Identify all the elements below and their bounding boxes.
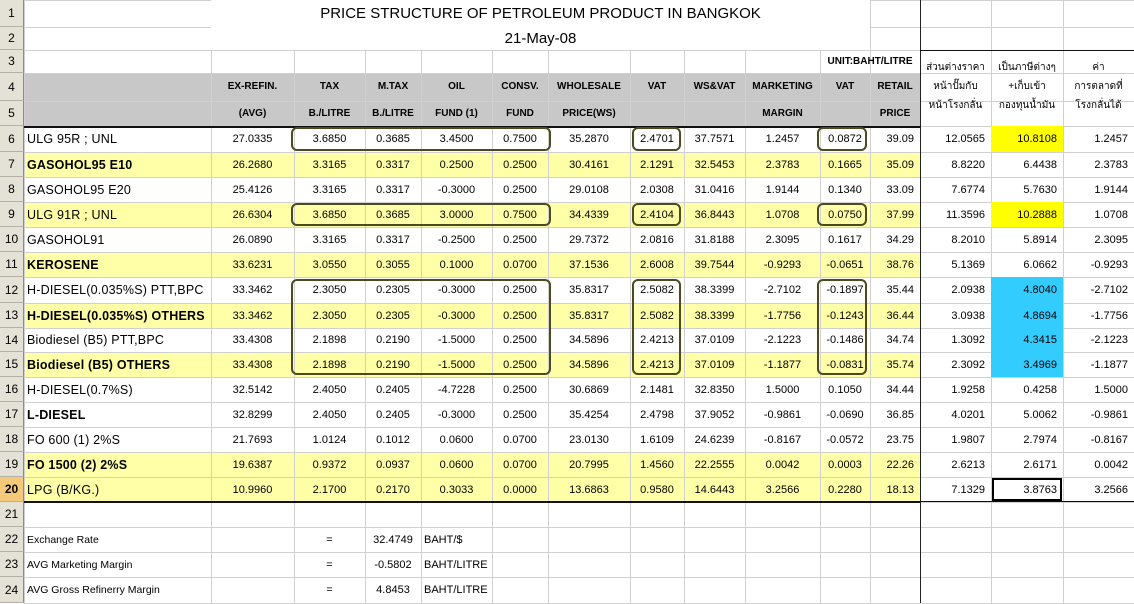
cell[interactable]: 0.2500: [503, 233, 537, 246]
cell[interactable]: 0.9372: [312, 458, 347, 471]
cell[interactable]: 31.8188: [694, 233, 735, 246]
cell[interactable]: 3.2566: [1094, 483, 1128, 496]
cell[interactable]: -2.7102: [763, 284, 802, 296]
cell[interactable]: 35.09: [886, 158, 914, 171]
footer-eq[interactable]: =: [326, 558, 333, 571]
cell[interactable]: 3.3165: [312, 233, 347, 246]
cell[interactable]: 13.6863: [569, 483, 609, 496]
cell[interactable]: -2.1223: [763, 334, 802, 346]
cell[interactable]: 1.6109: [640, 433, 674, 446]
cell[interactable]: 34.4339: [569, 208, 609, 221]
footer-unit[interactable]: BAHT/LITRE: [424, 584, 488, 596]
product-name[interactable]: FO 600 (1) 2%S: [27, 432, 121, 447]
product-name[interactable]: ULG 91R ; UNL: [27, 207, 118, 222]
cell[interactable]: 14.6443: [694, 483, 735, 496]
col-header-diff-l3[interactable]: หน้าโรงกลั่น: [928, 99, 983, 111]
cell[interactable]: 33.3462: [232, 309, 273, 322]
cell[interactable]: 22.2555: [694, 458, 735, 471]
cell[interactable]: 3.8763: [1023, 483, 1057, 496]
cell[interactable]: 2.4213: [640, 334, 674, 346]
cell[interactable]: -0.8167: [1090, 433, 1128, 446]
cell[interactable]: 20.7995: [569, 458, 609, 471]
cell[interactable]: 2.4104: [640, 208, 674, 221]
col-header-mm-sub[interactable]: MARGIN: [762, 107, 803, 119]
cell[interactable]: 0.0042: [765, 458, 800, 471]
col-header-diff-l1[interactable]: ส่วนต่างราคา: [926, 61, 985, 73]
cell[interactable]: 8.2010: [951, 233, 985, 246]
cell[interactable]: 34.44: [886, 383, 914, 396]
footer-value[interactable]: 32.4749: [373, 533, 413, 546]
col-header-consv-sub[interactable]: FUND: [506, 107, 534, 119]
cell[interactable]: 27.0335: [232, 133, 273, 145]
cell[interactable]: 3.6850: [312, 208, 347, 221]
cell[interactable]: 32.5453: [694, 158, 735, 171]
cell[interactable]: 2.7974: [1023, 433, 1057, 446]
cell[interactable]: -0.0572: [826, 433, 864, 446]
footer-label[interactable]: Exchange Rate: [27, 533, 99, 546]
cell[interactable]: 4.8694: [991, 303, 1063, 328]
product-name[interactable]: GASOHOL95 E20: [27, 182, 132, 197]
cell[interactable]: 3.6850: [312, 133, 347, 145]
row-header[interactable]: 12: [0, 277, 24, 303]
cell[interactable]: 37.99: [886, 208, 914, 221]
product-name[interactable]: GASOHOL95 E10: [27, 157, 133, 172]
cell[interactable]: 2.1898: [312, 358, 347, 371]
footer-value[interactable]: 4.8453: [376, 584, 410, 596]
cell[interactable]: 24.6239: [694, 433, 735, 446]
cell[interactable]: 3.3165: [312, 183, 347, 196]
row-header[interactable]: 4: [0, 73, 24, 101]
row-header[interactable]: 15: [0, 352, 24, 377]
col-header-tax[interactable]: TAX: [319, 81, 340, 92]
cell[interactable]: 0.1000: [439, 258, 474, 271]
cell[interactable]: 26.0890: [232, 233, 273, 246]
product-name[interactable]: Biodiesel (B5) PTT,BPC: [27, 333, 165, 347]
cell[interactable]: 36.85: [886, 408, 914, 421]
col-header-refmargin-l1[interactable]: ค่า: [1092, 61, 1105, 73]
cell[interactable]: 37.0109: [694, 334, 735, 346]
col-header-vat2-sub[interactable]: [820, 101, 870, 126]
cell[interactable]: 23.75: [886, 433, 914, 446]
cell[interactable]: -0.9293: [1090, 258, 1128, 271]
cell[interactable]: 35.8317: [569, 309, 609, 322]
cell[interactable]: 2.6008: [640, 258, 674, 271]
cell[interactable]: 36.8443: [694, 208, 735, 221]
cell[interactable]: -0.1486: [826, 334, 864, 346]
sheet-date[interactable]: 21-May-08: [211, 27, 870, 50]
cell[interactable]: 0.0700: [503, 433, 537, 446]
cell[interactable]: 26.2680: [232, 158, 273, 171]
col-header-retail[interactable]: RETAIL: [877, 81, 913, 92]
col-header-ws-sub[interactable]: PRICE(WS): [562, 107, 616, 119]
product-name[interactable]: H-DIESEL(0.7%S): [27, 382, 133, 397]
cell[interactable]: 1.2457: [765, 133, 800, 145]
cell[interactable]: 33.3462: [232, 284, 273, 296]
cell[interactable]: 10.8108: [991, 126, 1063, 152]
cell[interactable]: 38.76: [886, 258, 914, 271]
cell[interactable]: -0.3000: [437, 408, 476, 421]
cell[interactable]: 0.0750: [828, 208, 862, 221]
col-header-refmargin-l3[interactable]: โรงกลั่นได้: [1075, 99, 1122, 111]
cell[interactable]: 7.1329: [951, 483, 985, 496]
cell[interactable]: 0.2500: [503, 183, 537, 196]
cell[interactable]: 32.5142: [232, 383, 273, 396]
cell[interactable]: -0.2500: [437, 233, 476, 246]
cell[interactable]: 3.3165: [312, 158, 347, 171]
cell[interactable]: 0.1340: [828, 183, 862, 196]
cell[interactable]: 2.1291: [640, 158, 674, 171]
row-header[interactable]: 19: [0, 452, 24, 477]
cell[interactable]: 5.8914: [1023, 233, 1057, 246]
col-header-exref[interactable]: EX-REFIN.: [227, 81, 278, 92]
cell[interactable]: 0.2170: [376, 483, 410, 496]
row-header[interactable]: 11: [0, 252, 24, 277]
cell[interactable]: 3.0550: [312, 258, 347, 271]
cell[interactable]: 30.6869: [569, 383, 609, 396]
cell[interactable]: -1.1877: [1090, 358, 1128, 371]
unit-label[interactable]: UNIT:BAHT/LITRE: [827, 56, 913, 67]
cell[interactable]: -0.3000: [437, 284, 476, 296]
cell[interactable]: 0.2500: [503, 158, 537, 171]
cell[interactable]: 2.1700: [312, 483, 347, 496]
product-name[interactable]: KEROSENE: [27, 257, 99, 272]
cell[interactable]: -0.8167: [763, 433, 802, 446]
row-header[interactable]: 10: [0, 227, 24, 252]
footer-value[interactable]: -0.5802: [374, 558, 412, 571]
cell[interactable]: 0.3685: [376, 133, 410, 145]
sheet-title[interactable]: PRICE STRUCTURE OF PETROLEUM PRODUCT IN BANGKOK: [211, 0, 870, 27]
cell[interactable]: -0.9861: [1090, 408, 1128, 421]
product-name[interactable]: GASOHOL91: [27, 232, 105, 247]
cell[interactable]: 2.3783: [1094, 158, 1128, 171]
product-name[interactable]: H-DIESEL(0.035%S) OTHERS: [27, 308, 205, 323]
cell[interactable]: 23.0130: [569, 433, 609, 446]
cell[interactable]: 2.6171: [1023, 458, 1057, 471]
cell[interactable]: 34.74: [886, 334, 914, 346]
cell[interactable]: 19.6387: [232, 458, 273, 471]
col-header-taxfund-l1[interactable]: เป็นภาษีต่างๆ: [998, 61, 1056, 73]
cell[interactable]: 3.0000: [439, 208, 474, 221]
cell[interactable]: -2.7102: [1090, 284, 1128, 296]
cell[interactable]: 0.7500: [503, 208, 537, 221]
cell[interactable]: 1.4560: [640, 458, 674, 471]
cell[interactable]: 0.4258: [1023, 383, 1057, 396]
cell[interactable]: 6.4438: [1023, 158, 1057, 171]
cell[interactable]: -0.3000: [437, 183, 476, 196]
cell[interactable]: 4.8040: [991, 277, 1063, 303]
cell[interactable]: 33.4308: [232, 358, 273, 371]
row-header[interactable]: 5: [0, 101, 24, 126]
cell[interactable]: 7.6774: [951, 183, 985, 196]
cell[interactable]: -0.0831: [826, 358, 864, 371]
cell[interactable]: 1.0708: [1094, 208, 1128, 221]
cell[interactable]: 0.1617: [828, 233, 862, 246]
cell[interactable]: 0.0937: [376, 458, 410, 471]
col-header-vat2[interactable]: VAT: [835, 81, 855, 92]
cell[interactable]: 32.8350: [694, 383, 735, 396]
col-header-mtax[interactable]: M.TAX: [377, 81, 409, 92]
cell[interactable]: 2.3050: [312, 284, 347, 296]
cell[interactable]: 0.2500: [503, 358, 537, 371]
cell[interactable]: 2.1481: [640, 383, 674, 396]
col-header-taxfund-l3[interactable]: กองทุนน้ำมัน: [998, 99, 1056, 111]
cell[interactable]: 0.0600: [439, 433, 474, 446]
cell[interactable]: -0.9293: [763, 258, 802, 271]
footer-eq[interactable]: =: [326, 584, 333, 596]
cell[interactable]: 0.0003: [828, 458, 862, 471]
cell[interactable]: 35.4254: [569, 408, 609, 421]
cell[interactable]: 29.0108: [569, 183, 609, 196]
cell[interactable]: 29.7372: [569, 233, 609, 246]
col-header-wsvat-sub[interactable]: [684, 101, 745, 126]
cell[interactable]: 35.2870: [569, 133, 609, 145]
cell[interactable]: 32.8299: [232, 408, 273, 421]
cell[interactable]: 0.2190: [376, 334, 410, 346]
row-header[interactable]: 14: [0, 328, 24, 352]
cell[interactable]: 34.29: [886, 233, 914, 246]
cell[interactable]: 3.4500: [439, 133, 474, 145]
row-header[interactable]: 8: [0, 177, 24, 202]
cell[interactable]: 2.4798: [640, 408, 674, 421]
cell[interactable]: 3.4969: [991, 352, 1063, 377]
cell[interactable]: 38.3399: [694, 284, 735, 296]
col-header-consv[interactable]: CONSV.: [501, 81, 539, 92]
cell[interactable]: 2.1898: [312, 334, 347, 346]
col-header-mtax-sub[interactable]: B./LITRE: [372, 107, 414, 119]
cell[interactable]: 10.9960: [232, 483, 273, 496]
cell[interactable]: -2.1223: [1090, 334, 1128, 346]
cell[interactable]: 0.2305: [376, 284, 410, 296]
cell[interactable]: 11.3596: [946, 208, 985, 221]
cell[interactable]: -0.9861: [763, 408, 802, 421]
cell[interactable]: 39.7544: [694, 258, 735, 271]
cell[interactable]: -0.1897: [826, 284, 864, 296]
cell[interactable]: 0.0600: [439, 458, 474, 471]
col-header-vat1-sub[interactable]: [630, 101, 684, 126]
cell[interactable]: 0.2500: [503, 408, 537, 421]
cell[interactable]: 26.6304: [232, 208, 273, 221]
product-name[interactable]: FO 1500 (2) 2%S: [27, 457, 128, 472]
cell[interactable]: 33.4308: [232, 334, 273, 346]
cell[interactable]: 35.44: [886, 284, 914, 296]
product-name[interactable]: ULG 95R ; UNL: [27, 132, 118, 146]
cell[interactable]: -1.7756: [1090, 309, 1128, 322]
cell[interactable]: -4.7228: [437, 383, 476, 396]
cell[interactable]: 37.1536: [569, 258, 609, 271]
row-header[interactable]: 13: [0, 303, 24, 328]
col-header-retail-sub[interactable]: PRICE: [879, 107, 911, 119]
cell[interactable]: 10.2888: [991, 202, 1063, 227]
cell[interactable]: 2.3050: [312, 309, 347, 322]
cell[interactable]: 35.8317: [569, 284, 609, 296]
cell[interactable]: 1.9807: [951, 433, 985, 446]
cell[interactable]: 2.0938: [951, 284, 985, 296]
row-header[interactable]: 22: [0, 527, 24, 552]
cell[interactable]: 38.3399: [694, 309, 735, 322]
cell[interactable]: 8.8220: [951, 158, 985, 171]
col-header-oil-sub[interactable]: FUND (1): [435, 107, 478, 119]
cell[interactable]: 0.0872: [828, 133, 862, 145]
product-name[interactable]: H-DIESEL(0.035%S) PTT,BPC: [27, 283, 204, 297]
row-header[interactable]: 16: [0, 377, 24, 402]
product-name[interactable]: LPG (B/KG.): [27, 482, 100, 497]
cell[interactable]: 0.2405: [376, 408, 410, 421]
row-header[interactable]: 1: [0, 0, 24, 27]
product-name[interactable]: Biodiesel (B5) OTHERS: [27, 357, 171, 372]
footer-unit[interactable]: BAHT/$: [424, 533, 463, 546]
row-header[interactable]: 6: [0, 126, 24, 152]
cell[interactable]: -0.3000: [437, 309, 476, 322]
cell[interactable]: 5.1369: [951, 258, 985, 271]
cell[interactable]: 0.2280: [828, 483, 862, 496]
col-header-diff-l2[interactable]: หน้าปั๊มกับ: [933, 80, 978, 92]
col-header-oil[interactable]: OIL: [448, 81, 465, 92]
cell[interactable]: 0.3317: [376, 233, 410, 246]
row-header[interactable]: 17: [0, 402, 24, 427]
cell[interactable]: 0.7500: [503, 133, 537, 145]
cell[interactable]: 39.09: [886, 133, 914, 145]
cell[interactable]: 5.7630: [1023, 183, 1057, 196]
cell[interactable]: 33.09: [886, 183, 914, 196]
cell[interactable]: 0.3317: [376, 183, 410, 196]
cell[interactable]: 0.2500: [503, 284, 537, 296]
cell[interactable]: 2.3095: [1094, 233, 1128, 246]
product-name[interactable]: L-DIESEL: [27, 407, 86, 422]
cell[interactable]: 0.2305: [376, 309, 410, 322]
col-header-taxfund-l2[interactable]: +เก็บเข้า: [1008, 80, 1046, 92]
cell[interactable]: 31.0416: [694, 183, 735, 196]
cell[interactable]: -0.0651: [826, 258, 864, 271]
cell[interactable]: 2.5082: [640, 284, 674, 296]
cell[interactable]: 2.5082: [640, 309, 674, 322]
cell[interactable]: 35.74: [886, 358, 914, 371]
footer-unit[interactable]: BAHT/LITRE: [424, 558, 488, 571]
footer-label[interactable]: AVG Marketing Margin: [27, 558, 133, 571]
row-header[interactable]: 9: [0, 202, 24, 227]
cell[interactable]: 25.4126: [232, 183, 273, 196]
cell[interactable]: -1.7756: [763, 309, 802, 322]
cell[interactable]: 33.6231: [232, 258, 273, 271]
cell[interactable]: 0.2405: [376, 383, 410, 396]
footer-label[interactable]: AVG Gross Refinerry Margin: [27, 584, 160, 596]
cell[interactable]: 1.5000: [1094, 383, 1128, 396]
cell[interactable]: 0.1012: [376, 433, 410, 446]
row-header[interactable]: 21: [0, 502, 24, 527]
cell[interactable]: 22.26: [886, 458, 914, 471]
cell[interactable]: 0.3033: [439, 483, 474, 496]
col-header-wsvat[interactable]: WS&VAT: [693, 81, 736, 92]
row-header[interactable]: 18: [0, 427, 24, 452]
row-header[interactable]: 20: [0, 477, 24, 502]
cell[interactable]: 1.3092: [951, 334, 985, 346]
col-header-vat1[interactable]: VAT: [647, 81, 667, 92]
cell[interactable]: 6.0662: [1023, 258, 1057, 271]
cell[interactable]: 0.2500: [503, 383, 537, 396]
cell[interactable]: 0.3685: [376, 208, 410, 221]
cell[interactable]: 1.5000: [765, 383, 800, 396]
cell[interactable]: -1.1877: [763, 358, 802, 371]
row-header[interactable]: 7: [0, 152, 24, 177]
cell[interactable]: 0.2500: [503, 309, 537, 322]
cell[interactable]: 3.2566: [765, 483, 800, 496]
row-header[interactable]: 24: [0, 577, 24, 603]
cell[interactable]: 2.6213: [951, 458, 985, 471]
cell[interactable]: -1.5000: [437, 334, 476, 346]
cell[interactable]: 1.9144: [1094, 183, 1128, 196]
cell[interactable]: -0.1243: [826, 309, 864, 322]
cell[interactable]: 0.0700: [503, 258, 537, 271]
cell[interactable]: -1.5000: [437, 358, 476, 371]
cell[interactable]: -0.0690: [826, 408, 864, 421]
cell[interactable]: 1.0708: [765, 208, 800, 221]
cell[interactable]: 2.4050: [312, 383, 347, 396]
active-cell-cursor[interactable]: [992, 478, 1062, 501]
cell[interactable]: 0.9580: [640, 483, 674, 496]
cell[interactable]: 21.7693: [232, 433, 273, 446]
cell[interactable]: 5.0062: [1023, 408, 1057, 421]
row-header[interactable]: 23: [0, 552, 24, 577]
col-header-exref-sub[interactable]: (AVG): [238, 107, 267, 119]
cell[interactable]: 1.9144: [765, 183, 800, 196]
cell[interactable]: 0.0042: [1094, 458, 1128, 471]
cell[interactable]: 2.0816: [640, 233, 674, 246]
cell[interactable]: 30.4161: [569, 158, 609, 171]
cell[interactable]: 0.1050: [828, 383, 862, 396]
row-header[interactable]: 2: [0, 27, 24, 50]
col-header-tax-sub[interactable]: B./LITRE: [308, 107, 351, 119]
cell[interactable]: 2.0308: [640, 183, 674, 196]
cell[interactable]: 4.3415: [991, 328, 1063, 352]
cell[interactable]: 37.7571: [694, 133, 735, 145]
cell[interactable]: 34.5896: [569, 358, 609, 371]
cell[interactable]: 0.2190: [376, 358, 410, 371]
cell[interactable]: 37.0109: [694, 358, 735, 371]
cell[interactable]: 2.4050: [312, 408, 347, 421]
col-header-refmargin-l2[interactable]: การตลาดที่: [1074, 80, 1123, 92]
cell[interactable]: 2.3783: [765, 158, 800, 171]
cell[interactable]: 0.1665: [828, 158, 862, 171]
cell[interactable]: 4.0201: [951, 408, 985, 421]
cell[interactable]: 34.5896: [569, 334, 609, 346]
col-header-mm[interactable]: MARKETING: [752, 81, 813, 92]
cell[interactable]: 1.2457: [1094, 133, 1128, 145]
cell[interactable]: 3.0938: [951, 309, 985, 322]
table-border: [920, 50, 1134, 51]
cell[interactable]: 0.0000: [503, 483, 537, 496]
cell[interactable]: 18.13: [886, 483, 914, 496]
cell[interactable]: 2.3092: [951, 358, 985, 371]
cell[interactable]: 2.4701: [640, 133, 674, 145]
cell[interactable]: 36.44: [886, 309, 914, 322]
cell[interactable]: 2.4213: [640, 358, 674, 371]
cell[interactable]: 0.3055: [376, 258, 410, 271]
cell[interactable]: 0.0700: [503, 458, 537, 471]
cell[interactable]: 1.9258: [951, 383, 985, 396]
cell[interactable]: 12.0565: [945, 133, 985, 145]
cell[interactable]: 1.0124: [312, 433, 347, 446]
row-header[interactable]: 3: [0, 50, 24, 73]
footer-eq[interactable]: =: [326, 533, 333, 546]
col-header-ws[interactable]: WHOLESALE: [557, 81, 621, 92]
cell[interactable]: 0.2500: [439, 158, 474, 171]
cell[interactable]: 0.2500: [503, 334, 537, 346]
cell[interactable]: 0.3317: [376, 158, 410, 171]
cell[interactable]: 37.9052: [694, 408, 735, 421]
cell[interactable]: 2.3095: [765, 233, 800, 246]
